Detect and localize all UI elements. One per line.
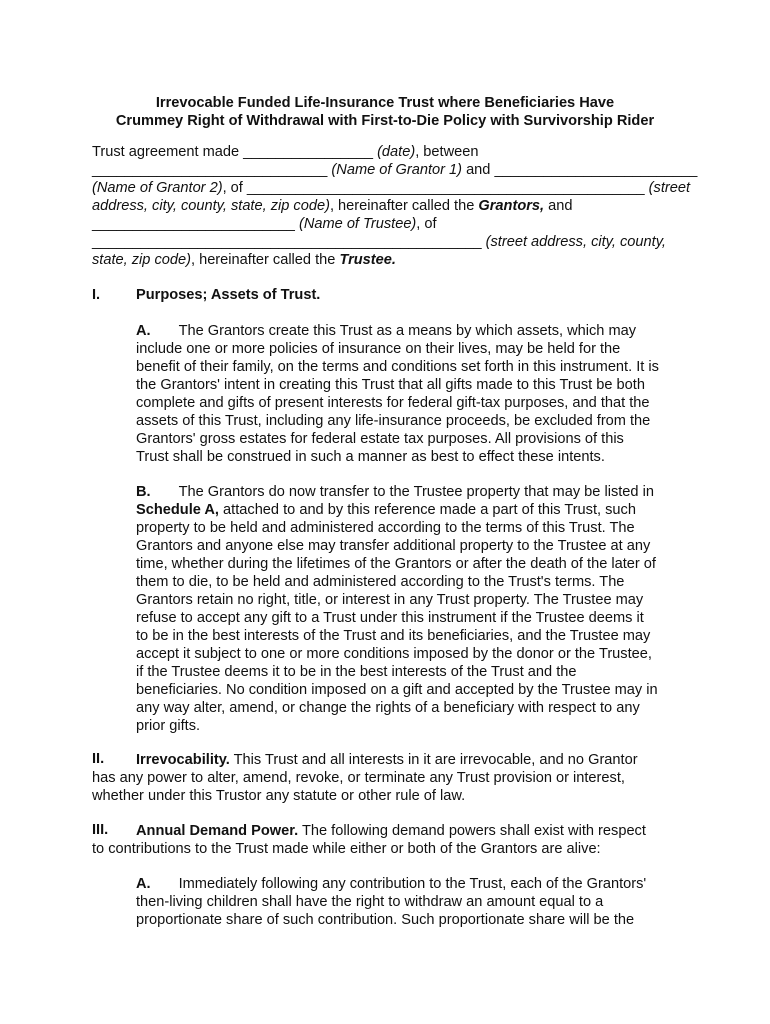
section-1a-line: Trust shall be construed in such a manner as best to effect these intents. xyxy=(136,449,605,465)
section-2-line-1 xyxy=(136,751,638,769)
section-3a-line-1 xyxy=(136,875,646,893)
section-1b-line: beneficiaries. No condition imposed on a gift and accepted by the Trustee may in xyxy=(136,682,658,698)
section-1a-line: complete and gifts of present interests for federal gift-tax purposes, and that the xyxy=(136,395,650,411)
section-3-number: III. xyxy=(92,822,109,838)
paragraph-label: B. xyxy=(136,484,151,500)
paragraph-text: The Grantors create this Trust as a means by which assets, which may xyxy=(178,323,637,339)
section-1a-line-1 xyxy=(136,322,636,340)
section-1b-line: to be in the best interests of the Trust and its beneficiaries, and the Trustee may xyxy=(136,628,651,644)
document-title xyxy=(0,94,770,130)
section-3a-line: then-living children shall have the right to withdraw an amount equal to a xyxy=(136,894,604,910)
section-1-heading: Purposes; Assets of Trust. xyxy=(136,287,321,303)
date-label: (date) xyxy=(373,144,416,160)
section-1a-line: the Grantors' intent in creating this Trust that all gifts made to this Trust be both xyxy=(136,377,645,393)
section-1a-line: Grantors' gross estates for federal estate tax purposes. All provisions of this xyxy=(136,431,624,447)
address-label: address, city, county, state, zip code) xyxy=(92,198,330,214)
section-1b-line: time, whether during the lifetimes of the Grantors or after the death of the later of xyxy=(136,556,656,572)
state-label: state, zip code) xyxy=(92,252,191,268)
grantor1-name-blank[interactable]: _____________________________ xyxy=(92,162,328,178)
section-1a-line: assets of this Trust, including any life-insurance proceeds, be excluded from the xyxy=(136,413,651,429)
preamble-line-1 xyxy=(92,143,479,161)
section-1b-line-2 xyxy=(136,501,636,519)
preamble-line-2 xyxy=(92,161,697,179)
paragraph-text: The following demand powers shall exist with respect xyxy=(298,823,646,839)
paragraph-label: A. xyxy=(136,323,151,339)
paragraph-text: The Grantors do now transfer to the Trustee property that may be listed in xyxy=(178,484,654,500)
section-1-number: I. xyxy=(92,287,101,303)
preamble-text: , of xyxy=(222,180,247,196)
section-1b-line-1 xyxy=(136,483,654,501)
paragraph-label: A. xyxy=(136,876,151,892)
section-2-number: II. xyxy=(92,751,105,767)
section-1b-line: refuse to accept any gift to a Trust under this instrument if the Trustee deems it xyxy=(136,610,644,626)
title-line-1: Irrevocable Funded Life-Insurance Trust where Beneficiaries Have xyxy=(155,95,615,111)
section-1b-line: accept it subject to one or more conditions imposed by the donor or the Trustee, xyxy=(136,646,652,662)
preamble-text: , hereinafter called the xyxy=(329,198,479,214)
preamble-text: and xyxy=(462,162,495,178)
preamble-text: and xyxy=(544,198,573,214)
trustee-address-blank[interactable]: ________________________________________________ xyxy=(92,234,482,250)
preamble-line-7 xyxy=(92,251,396,269)
section-2-heading: Irrevocability. xyxy=(136,752,230,768)
section-1a-line: include one or more policies of insurance on their lives, may be held for the xyxy=(136,341,621,357)
section-1b-line: them to die, to be held and administered according to the Trust's terms. The xyxy=(136,574,625,590)
section-1b-line: prior gifts. xyxy=(136,718,201,734)
preamble-line-5 xyxy=(92,215,437,233)
section-3-line: to contributions to the Trust made while either or both of the Grantors are alive: xyxy=(92,841,601,857)
grantors-address-blank[interactable]: _________________________________________________ xyxy=(246,180,645,196)
section-1b-line: if the Trustee deems it to be in the best interests of the Trust and the xyxy=(136,664,577,680)
paragraph-text: Immediately following any contribution to the Trust, each of the Grantors' xyxy=(178,876,647,892)
grantor2-name-blank[interactable]: _________________________ xyxy=(494,162,698,178)
paragraph-text: attached to and by this reference made a part of this Trust, such xyxy=(219,502,636,518)
section-1b-line: Grantors and anyone else may transfer additional property to the Trustee at any xyxy=(136,538,651,554)
section-1a-line: benefit of their family, on the terms and conditions set forth in this instrument. It is xyxy=(136,359,659,375)
grantor1-label: (Name of Grantor 1) xyxy=(327,162,463,178)
section-1b-line: property to be held and administered according to the terms of this Trust. The xyxy=(136,520,635,536)
preamble-line-6 xyxy=(92,233,666,251)
grantor2-label: (Name of Grantor 2) xyxy=(92,180,223,196)
trustee-label: (Name of Trustee) xyxy=(294,216,417,232)
grantors-term: Grantors, xyxy=(478,198,545,214)
section-2-line: has any power to alter, amend, revoke, or terminate any Trust provision or interest, xyxy=(92,770,625,786)
preamble-text: , hereinafter called the xyxy=(190,252,340,268)
section-3-heading: Annual Demand Power. xyxy=(136,823,299,839)
street-label: (street xyxy=(644,180,691,196)
preamble-line-4 xyxy=(92,197,573,215)
date-blank[interactable]: ________________ xyxy=(243,144,374,160)
street-label: (street address, city, county, xyxy=(481,234,666,250)
title-line-2: Crummey Right of Withdrawal with First-to-Die Policy with Survivorship Rider xyxy=(115,113,655,129)
schedule-a-term: Schedule A, xyxy=(136,502,219,518)
paragraph-text: This Trust and all interests in it are irrevocable, and no Grantor xyxy=(229,752,638,768)
preamble-text: Trust agreement made xyxy=(92,144,244,160)
section-3a-line: proportionate share of such contribution. Such proportionate share will be the xyxy=(136,912,635,928)
preamble-text: , of xyxy=(416,216,437,232)
section-1b-line: Grantors retain no right, title, or interest in any Trust property. The Trustee may xyxy=(136,592,644,608)
trustee-term: Trustee. xyxy=(339,252,396,268)
preamble-line-3 xyxy=(92,179,690,197)
trustee-name-blank[interactable]: _________________________ xyxy=(92,216,295,232)
section-1b-line: any way alter, amend, or change the rights of a beneficiary with respect to any xyxy=(136,700,640,716)
section-3-line-1 xyxy=(136,822,646,840)
section-2-line: whether under this Trustor any statute or other rule of law. xyxy=(92,788,466,804)
preamble-text: , between xyxy=(415,144,479,160)
